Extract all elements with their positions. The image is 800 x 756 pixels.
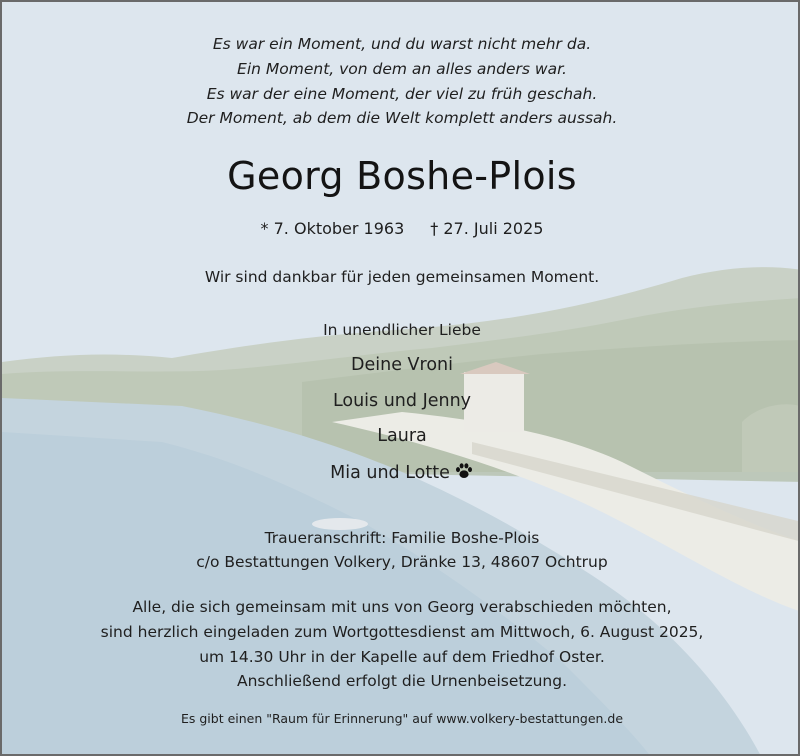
memorial-website-note: Es gibt einen "Raum für Erinnerung" auf www.volkery-bestattungen.de — [180, 711, 624, 726]
poem-line-4: Der Moment, ab dem die Welt komplett anders aussah. — [186, 109, 618, 127]
gratitude-line: Wir sind dankbar für jeden gemeinsamen Moment. — [204, 268, 600, 286]
mourner-1: Deine Vroni — [351, 355, 453, 375]
address-line-1: Traueranschrift: Familie Boshe-Plois — [264, 529, 540, 547]
poem-line-2: Ein Moment, von dem an alles anders war. — [237, 60, 567, 78]
invitation-line-1: Alle, die sich gemeinsam mit uns von Georg verabschieden möchten, — [132, 598, 672, 616]
mourner-2: Louis und Jenny — [332, 391, 472, 411]
mourner-3: Laura — [377, 426, 427, 446]
poem-line-3: Es war der eine Moment, der viel zu früh geschah. — [206, 85, 598, 103]
mourner-4-row — [2, 461, 800, 483]
mourners-intro: In unendlicher Liebe — [323, 321, 481, 339]
birth-date: * 7. Oktober 1963 — [260, 219, 405, 238]
deceased-name: Georg Boshe-Plois — [227, 154, 577, 198]
death-date: † 27. Juli 2025 — [430, 219, 544, 238]
poem-line-1: Es war ein Moment, und du warst nicht mehr da. — [212, 35, 592, 53]
obituary-text — [2, 2, 800, 756]
invitation-line-2: sind herzlich eingeladen zum Wortgottesdienst am Mittwoch, 6. August 2025, — [100, 623, 704, 641]
paw-icon — [454, 461, 474, 481]
invitation-line-4: Anschließend erfolgt die Urnenbeisetzung. — [236, 672, 568, 690]
invitation-line-3: um 14.30 Uhr in der Kapelle auf dem Friedhof Oster. — [199, 648, 605, 666]
life-dates — [2, 219, 800, 238]
address-line-2: c/o Bestattungen Volkery, Dränke 13, 48607 Ochtrup — [196, 553, 608, 571]
mourner-4: Mia und Lotte — [330, 463, 450, 483]
